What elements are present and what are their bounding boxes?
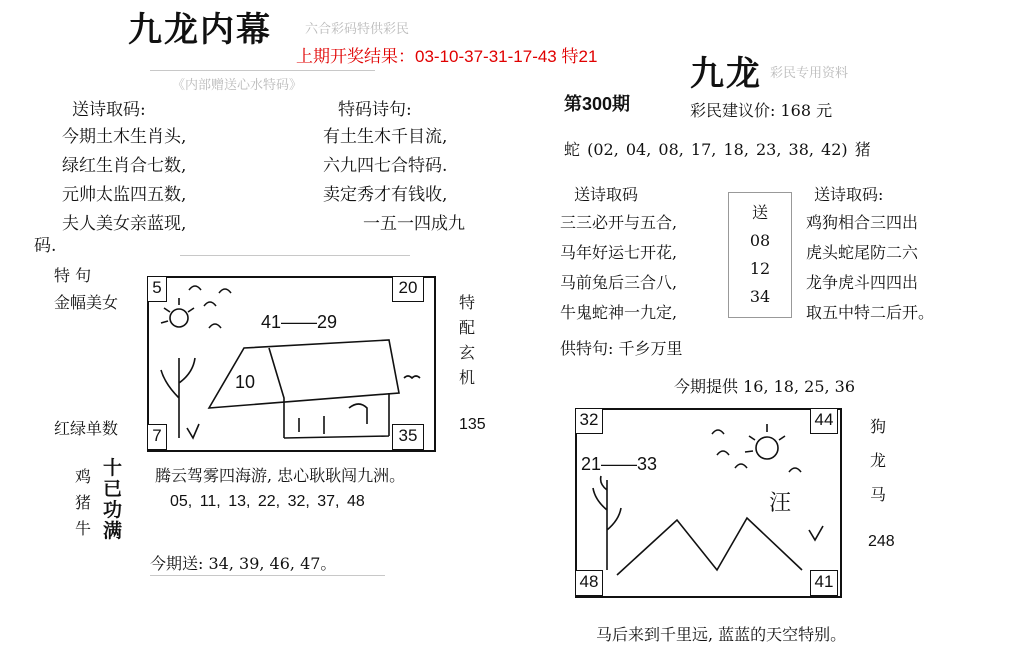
corner-number-br: 41 [810,570,838,596]
divider [150,70,375,71]
corner-number-tr: 44 [810,408,838,434]
divider [150,575,385,576]
poem-tail: 码. [34,236,57,256]
left-tepoem-list [323,123,465,239]
poem-line: 夫人美女亲蓝现, [62,214,187,234]
left-tepoem-heading: 特码诗句: [338,100,412,120]
corner-number-br: 35 [392,424,424,450]
zodiac-left-list [75,464,91,542]
poem-line: 取五中特二后开。 [806,303,935,322]
side-char: 配 [459,318,476,337]
right-poem-list [560,208,677,328]
right-poem2-heading: 送诗取码: [814,185,884,204]
draw-result: 上期开奖结果：03-10-37-31-17-43 特21 [296,47,598,66]
left-poem-heading: 送诗取码: [72,100,146,120]
phrase-vertical [103,458,122,542]
right-side-number: 248 [868,533,895,550]
left-title: 九龙内幕 [128,10,272,50]
corner-number-tl: 5 [147,276,167,302]
corner-number-tr: 20 [392,276,424,302]
issue-number: 第300期 [564,94,631,114]
send-box [728,192,792,318]
poem-line: 马年好运七开花, [560,243,678,262]
te-ju-label: 特 句 [54,266,92,285]
poem-line: 六九四七合特码. [323,156,448,176]
phrase-char: 功 [103,499,123,521]
right-poem2-list [806,208,934,328]
send-box-number: 34 [749,287,771,306]
bottom-motto: 马后来到千里远, 蓝蓝的天空特别。 [596,625,847,644]
poem-line: 元帅太监四五数, [62,185,187,205]
poem-line: 虎头蛇尾防二六 [806,243,919,262]
divider [180,255,410,256]
send-box-number: 08 [749,231,771,250]
phrase-char: 十 [103,457,123,479]
poem-line: 牛鬼蛇神一九定, [560,303,678,322]
motto: 腾云驾雾四海游, 忠心耿耿闯九洲。 [155,466,406,485]
mountain-sketch [577,410,838,594]
sketch-mid-text: 汪 [769,490,792,515]
poem-line: 卖定秀才有钱收, [323,185,448,205]
poem-line: 今期土木生肖头, [62,127,187,147]
left-side-vertical [459,290,475,390]
send-box-number: 12 [749,259,771,278]
gong-te-ju: 供特句: 千乡万里 [560,339,683,358]
left-side-number: 135 [459,416,486,433]
corner-number-bl: 48 [575,570,603,596]
poem-line: 一五一四成九 [363,214,465,234]
send-box-label: 送 [751,203,768,222]
poem-line: 有土生木千目流, [323,127,448,147]
send-numbers: 今期送: 34, 39, 46, 47。 [150,554,337,573]
poem-line: 龙争虎斗四四出 [806,273,919,292]
jinfu-label: 金幅美女 [54,293,119,312]
left-numbers: 05, 11, 13, 22, 32, 37, 48 [170,493,365,510]
honglv-label: 红绿单数 [54,419,119,438]
side-char: 特 [459,293,476,312]
right-title: 九龙 [690,54,762,94]
left-title-note: 六合彩码特供彩民 [305,22,410,37]
poem-line: 绿红生肖合七数, [62,156,187,176]
side-char: 狗 [870,417,887,436]
house-sketch [149,278,432,448]
side-char: 玄 [459,343,476,362]
zodiac-range: 蛇 (02, 04, 08, 17, 18, 23, 38, 42) 猪 [564,140,871,159]
side-char: 龙 [870,451,887,470]
provide-numbers: 今期提供 16, 18, 25, 36 [674,377,856,396]
side-char: 马 [870,485,887,504]
zodiac-item: 猪 [75,493,92,512]
corner-number-bl: 7 [147,424,167,450]
side-char: 机 [459,368,476,387]
poem-line: 马前兔后三合八, [560,273,678,292]
right-poem-heading: 送诗取码 [574,185,639,204]
phrase-char: 已 [103,478,123,500]
left-subheading: 《内部赠送心水特码》 [172,78,303,93]
price: 彩民建议价: 168 元 [690,101,833,120]
poem-line: 鸡狗相合三四出 [806,213,919,232]
zodiac-item: 鸡 [75,467,92,486]
zodiac-item: 牛 [75,519,92,538]
phrase-char: 满 [103,520,123,542]
right-side-vertical [870,410,886,512]
sketch-range-text: 41——29 [261,312,338,332]
right-title-note: 彩民专用资料 [770,66,849,81]
sketch-number-text: 10 [235,372,256,392]
sketch-range-text: 21——33 [581,454,658,474]
corner-number-tl: 32 [575,408,603,434]
left-poem-list [62,123,186,239]
poem-line: 三三必开与五合, [560,213,678,232]
